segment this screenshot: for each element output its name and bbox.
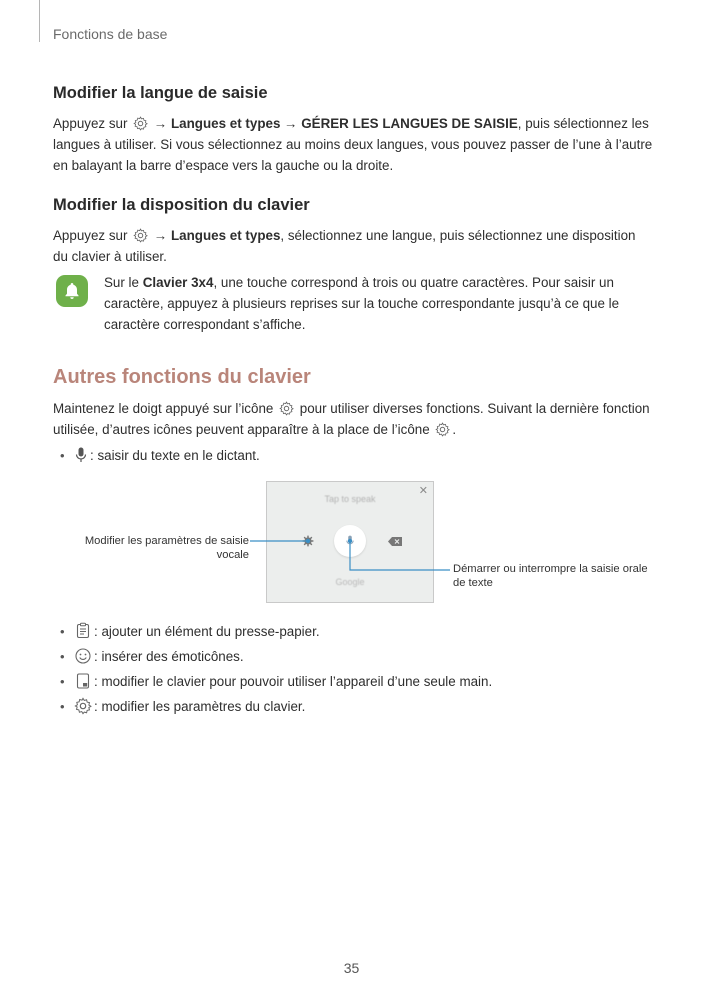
close-icon: ✕ xyxy=(418,485,428,497)
mic-button xyxy=(334,525,366,557)
section-other-keyboard-functions xyxy=(53,366,653,389)
paragraph-keyboard-layout xyxy=(53,225,653,267)
note-keyboard-3x4 xyxy=(104,272,654,335)
emoticon-icon xyxy=(74,647,92,665)
section-title-keyboard-layout: Modifier la disposition du clavier xyxy=(53,196,310,214)
voice-settings-icon xyxy=(302,535,314,547)
clipboard-icon xyxy=(74,622,92,640)
text-fragment: , une touche correspond à trois ou quatre caractères. Pour saisir un caractère, appuyez à plusieurs reprises sur la touche correspondante jusqu’à ce que le caractère correspondant s’affiche. xyxy=(104,275,620,332)
figure-title: Tap to speak xyxy=(324,494,376,504)
text-fragment: . xyxy=(452,422,457,437)
list-item xyxy=(60,672,492,690)
text-fragment: Appuyez sur xyxy=(53,228,132,243)
text-fragment: , puis sélectionnez les langues à utiliser. Si vous sélectionnez au moins deux langues, vous pouvez passer de l’une à l’autre en balayant la barre d’espace vers la gauche ou la droite. xyxy=(53,116,653,173)
bullet-text: : ajouter un élément du presse-papier. xyxy=(94,623,320,639)
settings-icon xyxy=(435,422,450,437)
settings-icon xyxy=(133,116,148,131)
bullet-text: : modifier les paramètres du clavier. xyxy=(94,698,306,714)
voice-input-screenshot xyxy=(266,481,434,603)
settings-icon xyxy=(279,401,294,416)
text-fragment: Maintenez le doigt appuyé sur l’icône xyxy=(53,401,278,416)
callout-voice-settings: Modifier les paramètres de saisie vocale xyxy=(84,535,249,561)
bullet-dot: • xyxy=(60,623,65,639)
list-item xyxy=(60,446,260,464)
arrow: → xyxy=(280,116,302,131)
settings-icon xyxy=(133,228,148,243)
paragraph-other-functions xyxy=(53,398,655,440)
bullet-dot: • xyxy=(60,447,65,463)
bullet-dot: • xyxy=(60,648,65,664)
arrow: → xyxy=(150,228,171,243)
backspace-icon xyxy=(388,537,402,546)
section-title-input-language: Modifier la langue de saisie xyxy=(53,84,268,102)
note-bell-icon xyxy=(56,275,88,307)
text-fragment: Appuyez sur xyxy=(53,116,132,131)
microphone-icon xyxy=(74,446,88,464)
section-title-other-functions: Autres fonctions du clavier xyxy=(53,366,311,388)
text-fragment: pour utiliser diverses fonctions. Suivant la dernière fonction utilisée, d’autres icônes peuvent apparaître à la place de l’icône xyxy=(53,401,650,437)
page-number: 35 xyxy=(343,960,360,976)
list-item xyxy=(60,697,305,715)
figure-footer: Google xyxy=(335,577,365,587)
bullet-text: : modifier le clavier pour pouvoir utiliser l’appareil d’une seule main. xyxy=(94,673,493,689)
running-header: Fonctions de base xyxy=(53,26,168,42)
paragraph-input-language xyxy=(53,113,653,176)
microphone-icon xyxy=(345,534,355,548)
bullet-dot: • xyxy=(60,673,65,689)
section-input-language xyxy=(53,84,653,103)
text-fragment: , sélectionnez une langue, puis sélectionnez une disposition du clavier à utiliser. xyxy=(53,228,636,264)
header-rule xyxy=(39,0,40,42)
bullet-dot: • xyxy=(60,698,65,714)
menu-path-manage-languages: GÉRER LES LANGUES DE SAISIE xyxy=(301,116,518,131)
section-keyboard-layout xyxy=(53,196,653,215)
text-fragment: Sur le xyxy=(104,275,143,290)
settings-icon xyxy=(74,697,92,715)
one-hand-icon xyxy=(74,672,92,690)
bullet-text: : saisir du texte en le dictant. xyxy=(90,447,260,463)
list-item xyxy=(60,622,320,640)
menu-path-languages: Langues et types xyxy=(171,116,281,131)
keyboard-3x4-label: Clavier 3x4 xyxy=(142,275,214,290)
list-item xyxy=(60,647,244,665)
menu-path-languages: Langues et types xyxy=(171,228,281,243)
callout-start-stop-voice: Démarrer ou interrompre la saisie orale de texte xyxy=(453,563,648,589)
bullet-text: : insérer des émoticônes. xyxy=(94,648,244,664)
arrow: → xyxy=(150,116,171,131)
